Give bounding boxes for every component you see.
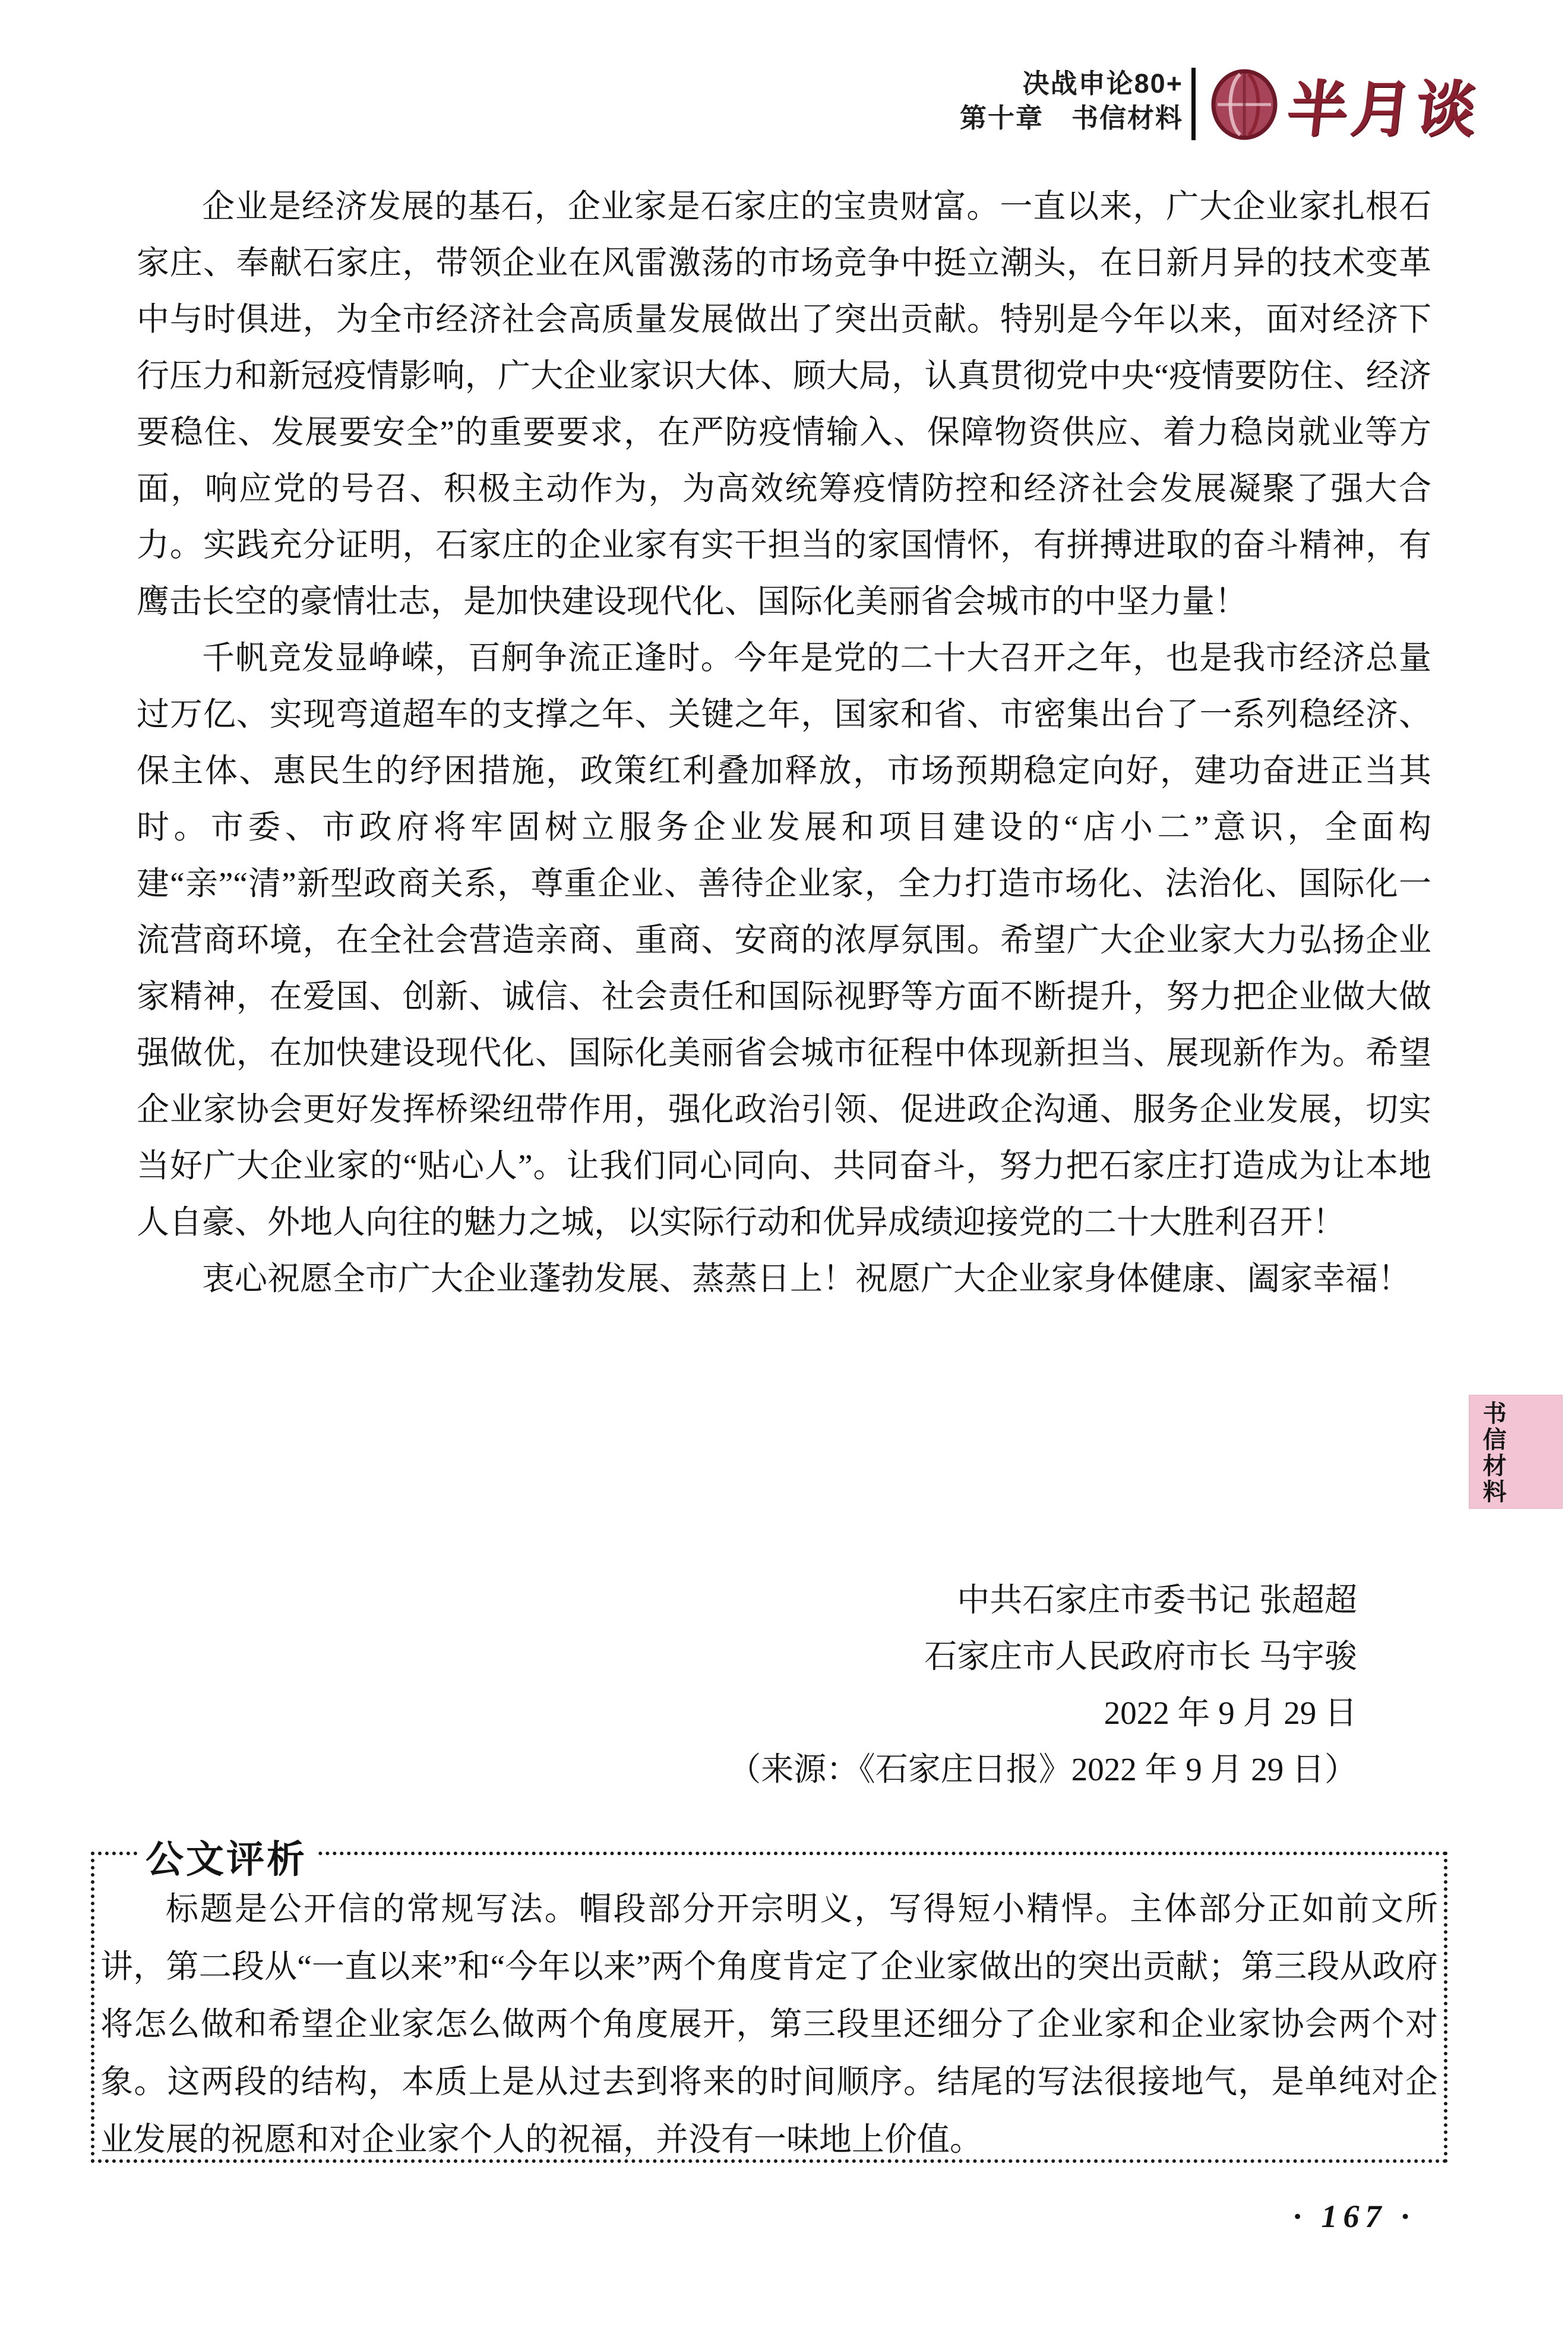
letter-paragraph-2: 千帆竞发显峥嵘，百舸争流正逢时。今年是党的二十大召开之年，也是我市经济总量过万亿、实现弯道超车的支撑之年、关键之年，国家和省、市密集出台了一系列稳经济、保主体、惠民生的纾困措施，政策红利叠加释放，市场预期稳定向好，建功奋进正当其时。市委、市政府将牢固树立服务企业发展和项目建设的“店小二”意识，全面构建“亲”“清”新型政商关系，尊重企业、善待企业家，全力打造市场化、法治化、国际化一流营商环境，在全社会营造亲商、重商、安商的浓厚氛围。希望广大企业家大力弘扬企业家精神，在爱国、创新、诚信、社会责任和国际视野等方面不断提升，努力把企业做大做强做优，在加快建设现代化、国际化美丽省会城市征程中体现新担当、展现新作为。希望企业家协会更好发挥桥梁纽带作用，强化政治引领、促进政企沟通、服务企业发展，切实当好广大企业家的“贴心人”。让我们同心同向、共同奋斗，努力把石家庄打造成为让本地人自豪、外地人向往的魅力之城，以实际行动和优异成绩迎接党的二十大胜利召开！	[137, 640, 1431, 1240]
letter-paragraph-3: 衷心祝愿全市广大企业蓬勃发展、蒸蒸日上！祝愿广大企业家身体健康、阖家幸福！	[202, 1261, 1411, 1297]
signature-mayor: 石家庄市人民政府市长 马宇骏	[924, 1638, 1357, 1675]
page-header	[960, 67, 1183, 135]
chapter-side-tab	[1469, 1395, 1563, 1509]
header-series-title: 决战申论80+	[1022, 68, 1183, 99]
letter-paragraph-1: 企业是经济发展的基石，企业家是石家庄的宝贵财富。一直以来，广大企业家扎根石家庄、奉献石家庄，带领企业在风雷激荡的市场竞争中挺立潮头，在日新月异的技术变革中与时俱进，为全市经济社会高质量发展做出了突出贡献。特别是今年以来，面对经济下行压力和新冠疫情影响，广大企业家识大体、顾大局，认真贯彻党中央“疫情要防住、经济要稳住、发展要安全”的重要要求，在严防疫情输入、保障物资供应、着力稳岗就业等方面，响应党的号召、积极主动作为，为高效统筹疫情防控和经济社会发展凝聚了强大合力。实践充分证明，石家庄的企业家有实干担当的家国情怀，有拼搏进取的奋斗精神，有鹰击长空的豪情壮志，是加快建设现代化、国际化美丽省会城市的中坚力量！	[137, 188, 1431, 620]
header-divider	[1191, 68, 1196, 140]
banyuetan-emblem-icon	[1209, 68, 1279, 141]
side-tab-label: 书信材料	[1480, 1401, 1506, 1505]
header-chapter: 第十章 书信材料	[959, 103, 1183, 133]
analysis-box-title: 公文评析	[137, 1829, 315, 1884]
analysis-box-body: 标题是公开信的常规写法。帽段部分开宗明义，写得短小精悍。主体部分正如前文所讲，第二段从“一直以来”和“今年以来”两个角度肯定了企业家做出的突出贡献；第三段从政府将怎么做和希望企业家怎么做两个角度展开，第三段里还细分了企业家和企业家协会两个对象。这两段的结构，本质上是从过去到将来的时间顺序。结尾的写法很接地气，是单纯对企业发展的祝愿和对企业家个人的祝福，并没有一味地上价值。	[100, 1891, 1438, 2158]
signature-source: （来源：《石家庄日报》2022 年 9 月 29 日）	[728, 1751, 1357, 1787]
signature-block	[137, 1572, 1357, 1798]
page-number: · 167 ·	[1293, 2199, 1415, 2234]
signature-secretary: 中共石家庄市委书记 张超超	[957, 1582, 1357, 1618]
letter-body	[137, 178, 1431, 1307]
signature-date: 2022 年 9 月 29 日	[1104, 1695, 1357, 1731]
brand-wordmark: 半月谈	[1284, 75, 1484, 143]
brand-logo	[1209, 61, 1484, 148]
analysis-box	[91, 1839, 1447, 2163]
